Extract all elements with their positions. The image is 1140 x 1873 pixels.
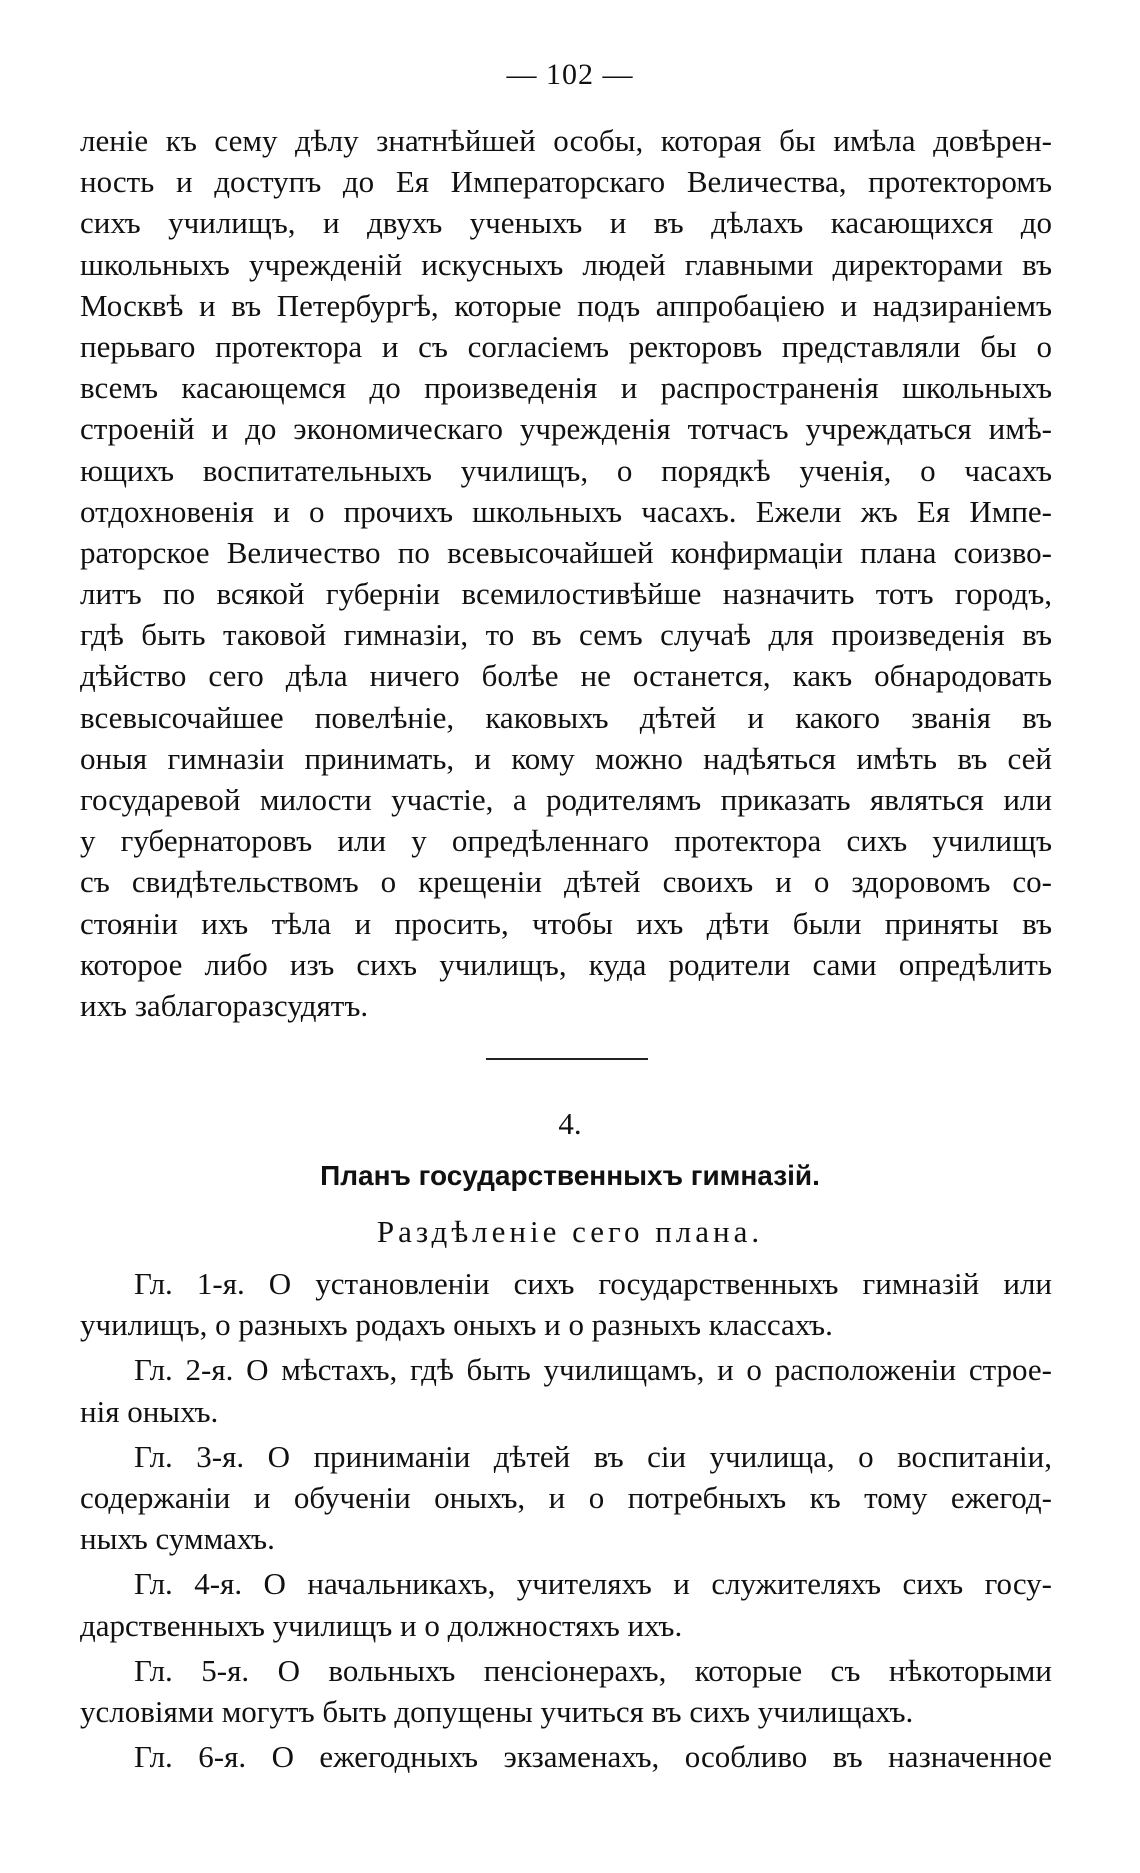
body-line: ность и доступъ до Ея Императорскаго Величества, протекторомъ: [80, 164, 1052, 200]
chapter-line: училищъ, о разныхъ родахъ оныхъ и о разныхъ классахъ.: [80, 1307, 833, 1343]
chapter-item-5: [80, 1650, 1052, 1732]
chapter-line: ныхъ суммахъ.: [80, 1521, 275, 1557]
body-line: школьныхъ учрежденій искусныхъ людей главными директорами въ: [80, 246, 1052, 282]
body-line: всемъ касающемся до произведенія и распространенія школьныхъ: [80, 370, 1052, 406]
body-line: государевой милости участіе, а родителямъ приказать являться или: [80, 782, 1052, 817]
chapter-item-4: [80, 1563, 1052, 1645]
body-line: всевысочайшее повелѣніе, каковыхъ дѣтей и какого званія въ: [80, 699, 1052, 735]
chapter-line: Гл. 5-я. О вольныхъ пенсіонерахъ, которые съ нѣкоторыми: [134, 1652, 1052, 1688]
chapter-line: Гл. 6-я. О ежегодныхъ экзаменахъ, особливо въ назначенное: [134, 1739, 1052, 1775]
chapter-line: Гл. 4-я. О начальникахъ, учителяхъ и служителяхъ сихъ госу-: [134, 1566, 1052, 1602]
chapter-line: дарственныхъ училищъ и о должностяхъ ихъ.: [80, 1607, 683, 1643]
body-line: оныя гимназіи принимать, и кому можно надѣяться имѣть въ сей: [80, 740, 1052, 776]
section-title: Планъ государственныхъ гимназій.: [320, 1160, 820, 1191]
body-line: леніе къ сему дѣлу знатнѣйшей особы, которая бы имѣла довѣрен-: [80, 123, 1052, 158]
body-line: отдохновенія и о прочихъ школьныхъ часахъ. Ежели жъ Ея Импе-: [80, 493, 1052, 529]
body-line: литъ по всякой губерніи всемилостивѣйше назначить тотъ городъ,: [80, 576, 1052, 612]
body-line: ющихъ воспитательныхъ училищъ, о порядкѣ ученія, о часахъ: [80, 452, 1052, 488]
body-line: съ свидѣтельствомъ о крещеніи дѣтей своихъ и о здоровомъ со-: [80, 864, 1052, 900]
chapter-line: нія оныхъ.: [80, 1393, 219, 1429]
chapter-item-6: [80, 1736, 1052, 1777]
body-line: гдѣ быть таковой гимназіи, то въ семъ случаѣ для произведенія въ: [80, 617, 1052, 653]
page-number: — 102 —: [506, 58, 634, 91]
body-line: стояніи ихъ тѣла и просить, чтобы ихъ дѣти были приняты въ: [80, 905, 1052, 941]
chapter-item-1: [80, 1263, 1052, 1345]
body-line: которое либо изъ сихъ училищъ, куда родители сами опредѣлить: [80, 946, 1052, 982]
body-line: перьваго протектора и съ согласіемъ ректоровъ представляли бы о: [80, 328, 1052, 364]
chapter-line: Гл. 3-я. О приниманіи дѣтей въ сіи училища, о воспитаніи,: [134, 1438, 1052, 1474]
section-number: 4.: [558, 1106, 582, 1141]
body-text: [80, 120, 1052, 1026]
chapter-item-3: [80, 1436, 1052, 1560]
chapter-line: содержаніи и обученіи оныхъ, и о потребныхъ къ тому ежегод-: [80, 1479, 1052, 1515]
chapter-line: Гл. 2-я. О мѣстахъ, гдѣ быть училищамъ, и о расположеніи строе-: [134, 1352, 1052, 1388]
chapter-item-2: [80, 1349, 1052, 1431]
section-subtitle: Раздѣленіе сего плана.: [376, 1214, 764, 1249]
chapter-list: [80, 1263, 1052, 1781]
body-line: сихъ училищъ, и двухъ ученыхъ и въ дѣлахъ касающихся до: [80, 205, 1052, 241]
body-line: строеній и до экономическаго учрежденія тотчасъ учреждаться имѣ-: [80, 411, 1052, 447]
chapter-line: условіями могутъ быть допущены учиться въ сихъ училищахъ.: [80, 1693, 914, 1729]
chapter-line: Гл. 1-я. О установленіи сихъ государственныхъ гимназій или: [134, 1266, 1052, 1301]
body-line: у губернаторовъ или у опредѣленнаго протектора сихъ училищъ: [80, 823, 1052, 859]
body-line: дѣйство сего дѣла ничего болѣе не останется, какъ обнародовать: [80, 658, 1052, 694]
body-line: ихъ заблагоразсудятъ.: [80, 987, 369, 1023]
body-line: Москвѣ и въ Петербургѣ, которые подъ аппробаціею и надзираніемъ: [80, 287, 1052, 323]
body-line: раторское Величество по всевысочайшей конфирмаціи плана соизво-: [80, 534, 1052, 570]
section-separator: [486, 1058, 648, 1060]
